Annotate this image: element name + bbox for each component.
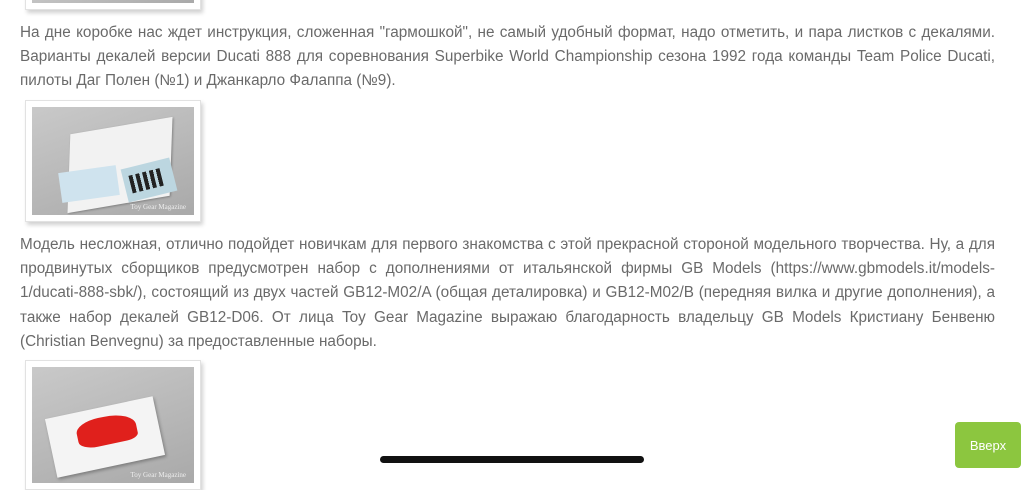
home-indicator[interactable] [380,456,644,463]
article-paragraph: Модель несложная, отлично подойдет новичкам для первого знакомства с этой прекрасной стороной модельного творчества. Ну, а для продвинутых сборщиков предусмотрен набор с дополнениями от итальянской фирмы GB Models (https://www.gbmodels.it/models-1/ducati-888-sbk/), состоящий из двух частей GB12-M02/A (общая деталировка) и GB12-M02/B (передняя вилка и другие дополнения), а также набор декалей GB12-D06. От лица Toy Gear Magazine выражаю благодарность владельцу GB Models Кристиану Бенвеню (Christian Benvegnu) за предоставленные наборы. [20,236,995,350]
photo-instructions-decals [32,107,194,215]
watermark: Toy Gear Magazine [130,203,186,211]
scroll-to-top-button[interactable]: Вверх [955,422,1021,468]
photo-thumbnail-gb-models-set[interactable] [25,360,201,490]
photo [32,0,194,3]
photo-thumbnail-previous[interactable] [25,0,201,10]
watermark: Toy Gear Magazine [130,471,186,479]
article-paragraph: На дне коробке нас ждет инструкция, сложенная "гармошкой", не самый удобный формат, надо отметить, и пара листков с декалями. Варианты декалей версии Ducati 888 для соревнования Superbike World Championship сезона 1992 года команды Team Police Ducati, пилоты Даг Полен (№1) и Джанкарло Фалаппа (№9). [20,24,995,90]
photo-thumbnail-instructions[interactable] [25,100,201,222]
photo-gb-models-box [32,367,194,483]
